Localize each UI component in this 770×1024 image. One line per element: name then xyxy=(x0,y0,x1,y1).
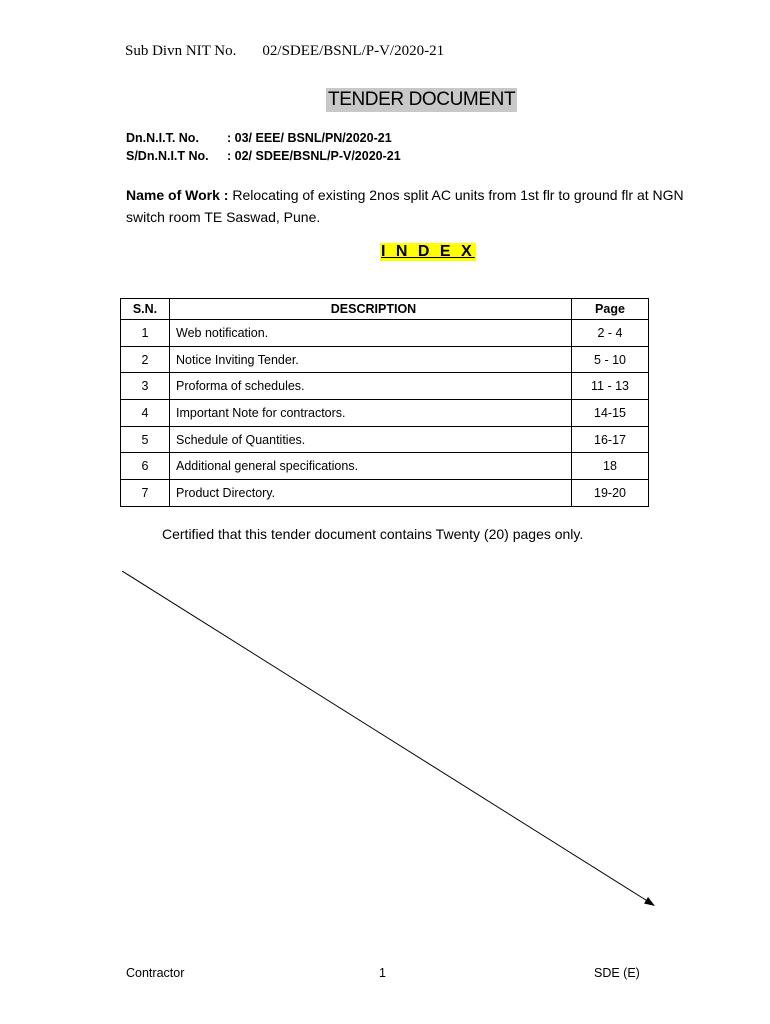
row-sn: 4 xyxy=(121,400,170,427)
row-page: 19-20 xyxy=(572,480,649,507)
column-header-description: DESCRIPTION xyxy=(170,299,572,320)
header-label: Sub Divn NIT No. xyxy=(125,43,237,59)
strike-line xyxy=(122,571,649,902)
document-title: TENDER DOCUMENT xyxy=(328,89,516,110)
footer-contractor: Contractor xyxy=(126,966,185,980)
arrow-head-icon xyxy=(644,897,655,906)
row-page: 18 xyxy=(572,453,649,480)
row-sn: 7 xyxy=(121,480,170,507)
row-description: Notice Inviting Tender. xyxy=(170,346,572,373)
sdn-nit-value: : 02/ SDEE/BSNL/P-V/2020-21 xyxy=(227,149,401,163)
footer-page-number: 1 xyxy=(379,966,386,980)
row-page: 11 - 13 xyxy=(572,373,649,400)
row-sn: 3 xyxy=(121,373,170,400)
row-description: Important Note for contractors. xyxy=(170,400,572,427)
column-header-sn: S.N. xyxy=(121,299,170,320)
row-page: 5 - 10 xyxy=(572,346,649,373)
row-sn: 6 xyxy=(121,453,170,480)
row-description: Proforma of schedules. xyxy=(170,373,572,400)
sdn-nit-label: S/Dn.N.I.T No. xyxy=(126,149,209,163)
row-sn: 5 xyxy=(121,426,170,453)
certificate-text: Certified that this tender document contains Twenty (20) pages only. xyxy=(162,526,584,542)
row-description: Product Directory. xyxy=(170,480,572,507)
name-of-work-text: Relocating of existing 2nos split AC units from 1st flr to ground flr at NGN switch room TE Saswad, Pune. xyxy=(126,187,684,225)
row-sn: 2 xyxy=(121,346,170,373)
row-description: Schedule of Quantities. xyxy=(170,426,572,453)
index-heading: I N D E X xyxy=(381,243,475,260)
column-header-page: Page xyxy=(572,299,649,320)
header-nit-number: 02/SDEE/BSNL/P-V/2020-21 xyxy=(262,43,445,59)
name-of-work-label: Name of Work : xyxy=(126,187,229,203)
row-description: Additional general specifications. xyxy=(170,453,572,480)
dn-nit-label: Dn.N.I.T. No. xyxy=(126,131,199,145)
footer-sde: SDE (E) xyxy=(594,966,640,980)
row-page: 2 - 4 xyxy=(572,320,649,347)
dn-nit-value: : 03/ EEE/ BSNL/PN/2020-21 xyxy=(227,131,392,145)
row-page: 16-17 xyxy=(572,426,649,453)
row-sn: 1 xyxy=(121,320,170,347)
row-description: Web notification. xyxy=(170,320,572,347)
row-page: 14-15 xyxy=(572,400,649,427)
